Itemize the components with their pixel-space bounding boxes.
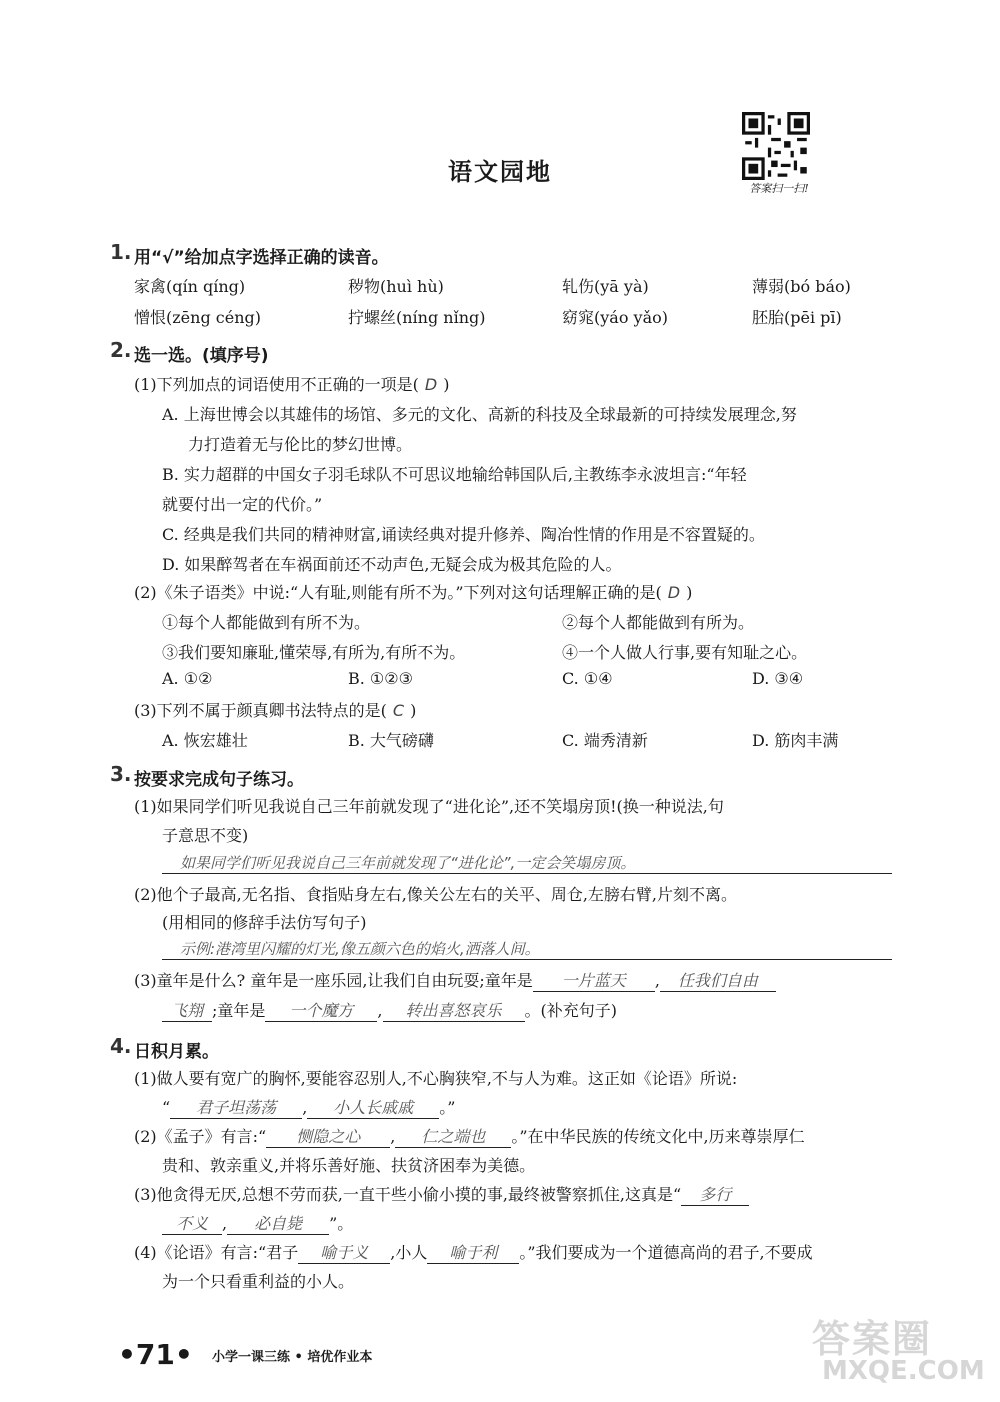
- q4-s2-blank-1[interactable]: 恻隐之心: [266, 1124, 390, 1148]
- q4-number: 4.: [110, 1034, 132, 1058]
- q4-s3-blank-2[interactable]: 必自毙: [227, 1211, 329, 1235]
- q4-s4-line2: 为一个只看重利益的小人。: [162, 1272, 355, 1291]
- q3-s3-line1: (3)童年是什么? 童年是一座乐园,让我们自由玩耍;童年是 一片蓝天 , 任我们自由: [134, 968, 776, 992]
- q4-s1-line1: (1)做人要有宽广的胸怀,要能容忍别人,不心胸狭窄,不与人为难。这正如《论语》所说:: [134, 1069, 738, 1088]
- q2-s2-choice-b[interactable]: B. ①②③: [348, 669, 413, 688]
- q3-s3-blank-2[interactable]: 任我们自由: [660, 968, 776, 992]
- q1-item-5[interactable]: 憎恨(zēng céng): [134, 308, 261, 327]
- q3-s3-blank-4[interactable]: 转出喜怒哀乐: [383, 998, 525, 1022]
- q2-s2-choice-d[interactable]: D. ③④: [752, 669, 804, 688]
- q2-s2-choice-c[interactable]: C. ①④: [562, 669, 613, 688]
- q2-s2-statement-1: ①每个人都能做到有所不为。: [162, 613, 371, 632]
- q3-s2-line1: (2)他个子最高,无名指、食指贴身左右,像关公左右的关平、周仓,左膀右臂,片刻不离。: [134, 885, 738, 904]
- q1-number: 1.: [110, 240, 132, 264]
- q1-item-7[interactable]: 窈窕(yáo yǎo): [562, 308, 668, 327]
- q4-s3-blank-1[interactable]: 多行: [681, 1182, 749, 1206]
- q3-s3-line2: 飞翔 ;童年是 一个魔方 , 转出喜怒哀乐 。(补充句子): [162, 998, 617, 1022]
- q2-s3-choice-b[interactable]: B. 大气磅礴: [348, 731, 434, 750]
- q2-s3-choice-d[interactable]: D. 筋肉丰满: [752, 731, 839, 750]
- q3-number: 3.: [110, 762, 132, 786]
- q1-heading: 用“√”给加点字选择正确的读音。: [134, 248, 389, 268]
- book-title: 小学一课三练 • 培优作业本: [212, 1350, 373, 1365]
- q4-s3-line2: 不义 , 必自毙 ”。: [162, 1211, 353, 1235]
- q2-s1-answer[interactable]: D: [424, 375, 438, 394]
- q4-s4-blank-2[interactable]: 喻于利: [427, 1240, 519, 1264]
- watermark-url: MXQE.COM: [822, 1356, 985, 1386]
- q4-s3-line1: (3)他贪得无厌,总想不劳而获,一直干些小偷小摸的事,最终被警察抓住,这真是“ 多行: [134, 1182, 749, 1206]
- q3-s1-line2: 子意思不变): [162, 826, 249, 845]
- q2-s2-statement-4: ④一个人做人行事,要有知耻之心。: [562, 643, 808, 662]
- q4-s4-line1: (4)《论语》有言:“君子 喻于义 ,小人 喻于利 。”我们要成为一个道德高尚的君子,不要成: [134, 1240, 813, 1264]
- q3-heading: 按要求完成句子练习。: [134, 770, 304, 790]
- page-number: •71•: [118, 1338, 193, 1371]
- q2-s1-stem-line: (1)下列加点的词语使用不正确的一项是( D ): [134, 375, 450, 394]
- q2-number: 2.: [110, 338, 132, 362]
- q3-s3-blank-1[interactable]: 一片蓝天: [533, 968, 655, 992]
- q1-item-2[interactable]: 秽物(huì hù): [348, 277, 444, 296]
- q2-s2-choice-a[interactable]: A. ①②: [162, 669, 213, 688]
- q2-s2-stem: (2)《朱子语类》中说:“人有耻,则能有所不为。”下列对这句话理解正确的是(: [134, 583, 662, 602]
- q1-item-1[interactable]: 家禽(qín qíng): [134, 277, 246, 296]
- q2-s1-option-a-line1: A. 上海世博会以其雄伟的场馆、多元的文化、高新的科技及全球最新的可持续发展理念,努: [162, 405, 797, 424]
- q4-s2-line2: 贵和、敦亲重义,并将乐善好施、扶贫济困奉为美德。: [162, 1156, 536, 1175]
- q2-s1-option-a-line2: 力打造着无与伦比的梦幻世博。: [188, 435, 413, 454]
- q2-s1-option-b-line2: 就要付出一定的代价。”: [162, 495, 323, 514]
- q2-s1-stem: (1)下列加点的词语使用不正确的一项是(: [134, 375, 419, 394]
- q1-item-3[interactable]: 轧伤(yā yà): [562, 277, 649, 296]
- qr-code[interactable]: [742, 112, 810, 180]
- q1-item-6[interactable]: 拧螺丝(níng nǐng): [348, 308, 486, 327]
- q4-s1-blank-1[interactable]: 君子坦荡荡: [170, 1095, 302, 1119]
- page-title: 语文园地: [448, 158, 552, 186]
- q2-s1-option-c: C. 经典是我们共同的精神财富,诵读经典对提升修养、陶冶性情的作用是不容置疑的。: [162, 525, 765, 544]
- qr-caption: 答案扫一扫!: [749, 182, 809, 195]
- q4-s4-blank-1[interactable]: 喻于义: [298, 1240, 390, 1264]
- q3-s2-line2: (用相同的修辞手法仿写句子): [162, 913, 367, 932]
- q2-s1-option-d: D. 如果醉驾者在车祸面前还不动声色,无疑会成为极其危险的人。: [162, 555, 622, 574]
- q2-s2-statement-3: ③我们要知廉耻,懂荣辱,有所为,有所不为。: [162, 643, 466, 662]
- q2-s3-stem: (3)下列不属于颜真卿书法特点的是(: [134, 701, 387, 720]
- q2-s2-stem-line: (2)《朱子语类》中说:“人有耻,则能有所不为。”下列对这句话理解正确的是( D ): [134, 583, 693, 602]
- q2-s3-stem-line: (3)下列不属于颜真卿书法特点的是( C ): [134, 701, 417, 720]
- q2-s1-option-b-line1: B. 实力超群的中国女子羽毛球队不可思议地输给韩国队后,主教练李永波坦言:“年轻: [162, 465, 747, 484]
- q3-s3-blank-2-cont[interactable]: 飞翔: [162, 998, 212, 1022]
- q1-item-4[interactable]: 薄弱(bó báo): [752, 277, 851, 296]
- q4-s1-blank-2[interactable]: 小人长戚戚: [307, 1095, 439, 1119]
- q3-s2-answer[interactable]: 示例:港湾里闪耀的灯光,像五颜六色的焰火,洒落人间。: [162, 938, 892, 960]
- q3-s1-line1: (1)如果同学们听见我说自己三年前就发现了“进化论”,还不笑塌房顶!(换一种说法,句: [134, 797, 724, 816]
- q4-s1-line2: “ 君子坦荡荡 , 小人长戚戚 。”: [162, 1095, 455, 1119]
- q2-s3-choice-a[interactable]: A. 恢宏雄壮: [162, 731, 248, 750]
- q4-heading: 日积月累。: [134, 1042, 219, 1062]
- q2-s2-answer[interactable]: D: [667, 583, 681, 602]
- q4-s2-blank-2[interactable]: 仁之端也: [395, 1124, 511, 1148]
- q2-s3-choice-c[interactable]: C. 端秀清新: [562, 731, 648, 750]
- q1-item-8[interactable]: 胚胎(pēi pī): [752, 308, 842, 327]
- q2-s3-answer[interactable]: C: [392, 701, 405, 720]
- q3-s3-blank-3[interactable]: 一个魔方: [265, 998, 377, 1022]
- q4-s2-line1: (2)《孟子》有言:“ 恻隐之心 , 仁之端也 。”在中华民族的传统文化中,历来尊崇厚仁: [134, 1124, 805, 1148]
- q3-s1-answer[interactable]: 如果同学们听见我说自己三年前就发现了“进化论”,一定会笑塌房顶。: [162, 852, 892, 874]
- watermark-logo: 答案圈: [812, 1317, 933, 1361]
- q2-heading: 选一选。(填序号): [134, 346, 269, 366]
- q2-s2-statement-2: ②每个人都能做到有所为。: [562, 613, 755, 632]
- q4-s3-blank-1-cont[interactable]: 不义: [162, 1211, 222, 1235]
